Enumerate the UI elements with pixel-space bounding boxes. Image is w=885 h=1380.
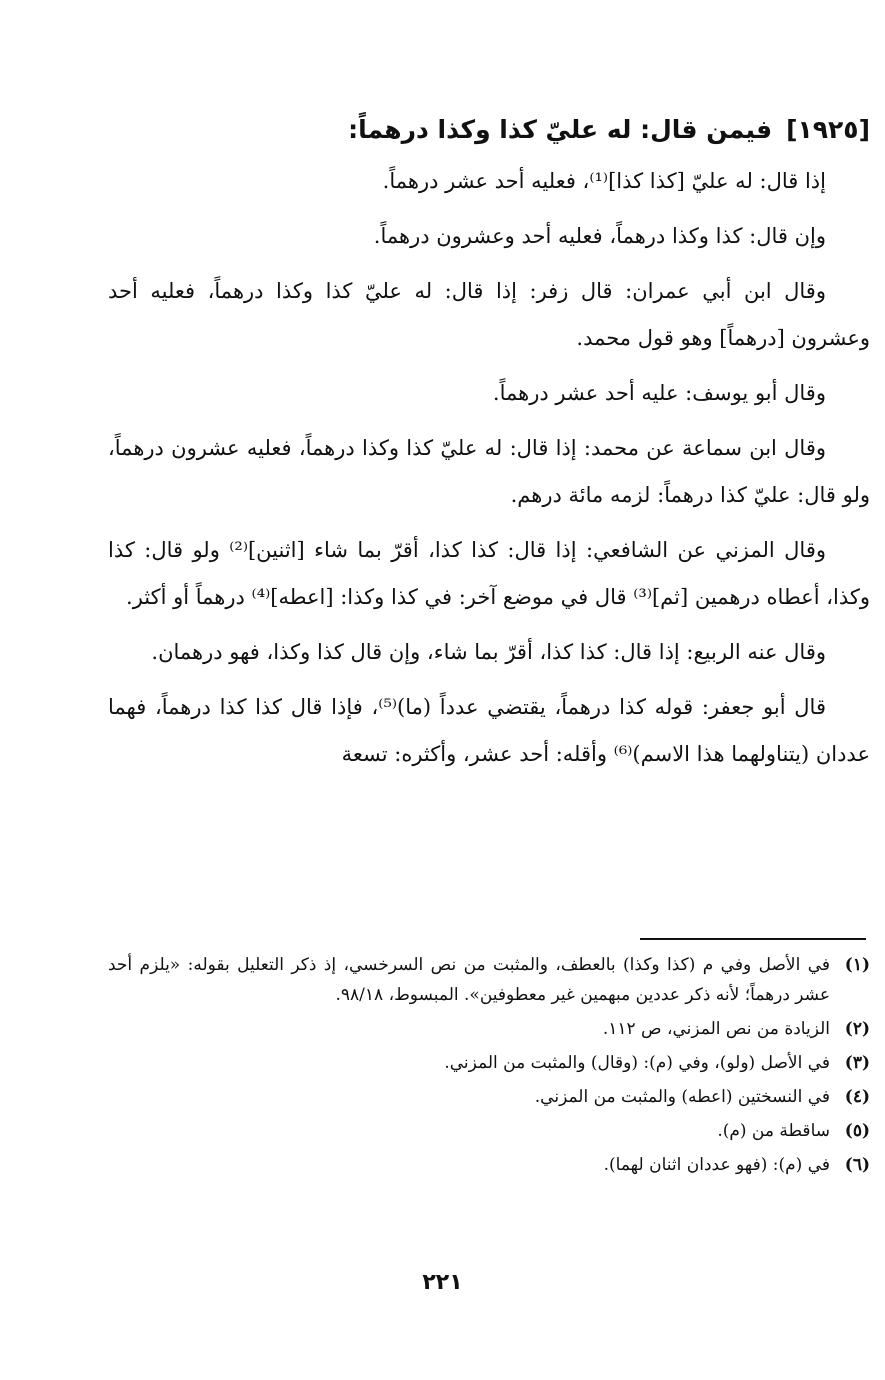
footnote-2: [108, 1014, 870, 1044]
paragraph-4: وقال أبو يوسف: عليه أحد عشر درهماً.: [492, 381, 826, 405]
footnote-5: [108, 1116, 870, 1146]
footnote-mark: (٣): [844, 1053, 870, 1073]
paragraph-1: إذا قال: له عليّ [كذا كذا]⁽¹⁾، فعليه أحد عشر درهماً.: [382, 169, 826, 193]
footnote-6: [108, 1150, 870, 1180]
footnote-text: في (م): (فهو عددان اثنان لهما).: [603, 1155, 830, 1175]
section-number: [١٩٢٥]: [786, 115, 870, 144]
footnote-text: في الأصل وفي م (كذا وكذا) بالعطف، والمثبت من نص السرخسي، إذ ذكر التعليل بقوله: «يلزم أحد عشر درهماً؛ لأنه ذكر عددين مبهمين غير معطوفين». المبسوط، ٩٨/١٨.: [108, 955, 830, 1005]
footnote-text: في الأصل (ولو)، وفي (م): (وقال) والمثبت من المزني.: [444, 1053, 830, 1073]
footnote-text: الزيادة من نص المزني، ص ١١٢.: [602, 1019, 830, 1039]
section-title: فيمن قال: له عليّ كذا وكذا درهماً:: [348, 115, 773, 144]
footnotes: [108, 950, 870, 1184]
footnote-divider: [640, 938, 866, 940]
section-heading: [108, 108, 870, 152]
footnote-4: [108, 1082, 870, 1112]
footnote-mark: (٤): [844, 1087, 870, 1107]
footnote-mark: (١): [844, 955, 870, 975]
footnote-text: في النسختين (اعطه) والمثبت من المزني.: [534, 1087, 830, 1107]
paragraph-7: وقال عنه الربيع: إذا قال: كذا كذا، أقرّ بما شاء، وإن قال كذا وكذا، فهو درهمان.: [151, 640, 826, 664]
paragraph-5: وقال ابن سماعة عن محمد: إذا قال: له عليّ كذا وكذا درهماً، فعليه عشرون درهماً، ولو قال: عليّ كذا درهماً: لزمه مائة درهم.: [108, 436, 870, 507]
main-text: [108, 108, 870, 786]
footnote-3: [108, 1048, 870, 1078]
footnote-mark: (٢): [844, 1019, 870, 1039]
footnote-mark: (٦): [844, 1155, 870, 1175]
footnote-mark: (٥): [844, 1121, 870, 1141]
page-number: ٢٢١: [422, 1270, 463, 1295]
footnote-1: [108, 950, 870, 1010]
paragraph-6: وقال المزني عن الشافعي: إذا قال: كذا كذا، أقرّ بما شاء [اثنين]⁽²⁾ ولو قال: كذا وكذا، أعطاه درهمين [ثم]⁽³⁾ قال في موضع آخر: في كذا وكذا: [اعطه]⁽⁴⁾ درهماً أو أكثر.: [108, 538, 870, 609]
paragraph-8: قال أبو جعفر: قوله كذا درهماً، يقتضي عدداً (ما)⁽⁵⁾، فإذا قال كذا كذا درهماً، فهما عددان (يتناولهما هذا الاسم)⁽⁶⁾ وأقله: أحد عشر، وأكثره: تسعة: [108, 695, 870, 766]
footnote-text: ساقطة من (م).: [717, 1121, 830, 1141]
paragraph-2: وإن قال: كذا وكذا درهماً، فعليه أحد وعشرون درهماً.: [373, 224, 826, 248]
paragraph-3: وقال ابن أبي عمران: قال زفر: إذا قال: له عليّ كذا وكذا درهماً، فعليه أحد وعشرون [درهماً] وهو قول محمد.: [108, 279, 870, 350]
